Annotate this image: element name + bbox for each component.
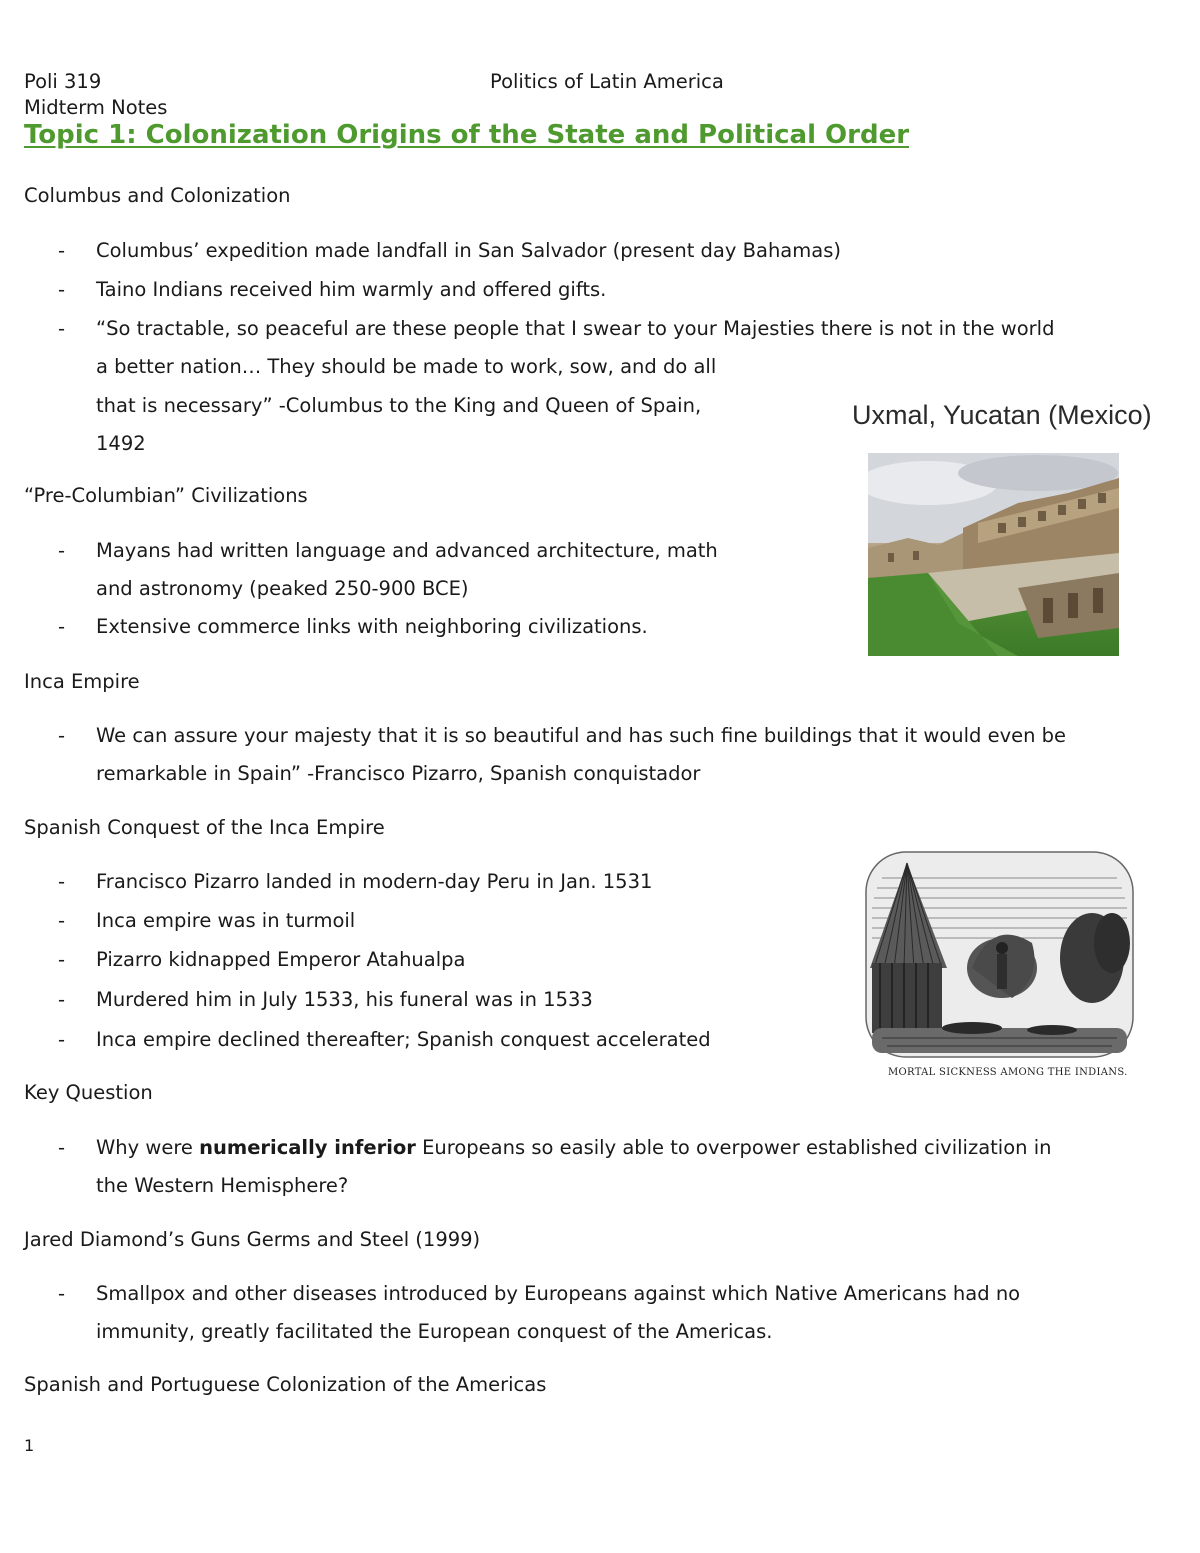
bullet-text-cont: immunity, greatly facilitated the European conquest of the Americas.	[96, 1320, 773, 1343]
bullet-dash: -	[58, 870, 66, 893]
bullet-dash: -	[58, 317, 66, 340]
bullet-dash: -	[58, 724, 66, 747]
bullet-text-cont: the Western Hemisphere?	[96, 1174, 349, 1197]
bullet-text: Francisco Pizarro landed in modern-day Peru in Jan. 1531	[96, 870, 653, 893]
bullet-text-cont: and astronomy (peaked 250-900 BCE)	[96, 577, 469, 600]
bullet-text: Smallpox and other diseases introduced by Europeans against which Native Americans had no	[96, 1282, 1021, 1305]
bullet-text: Pizarro kidnapped Emperor Atahualpa	[96, 948, 466, 971]
bullet-dash: -	[58, 239, 66, 262]
bullet-dash: -	[58, 278, 66, 301]
bullet-dash: -	[58, 909, 66, 932]
section-heading-pre-columbian: “Pre-Columbian” Civilizations	[24, 484, 308, 507]
bullet-text: Inca empire was in turmoil	[96, 909, 356, 932]
course-code: Poli 319	[24, 70, 102, 93]
bullet-text-cont: that is necessary” -Columbus to the King and Queen of Spain,	[96, 394, 702, 417]
section-heading-key-question: Key Question	[24, 1081, 153, 1104]
section-heading-columbus: Columbus and Colonization	[24, 184, 291, 207]
topic-title: Topic 1: Colonization Origins of the State and Political Order	[24, 120, 910, 150]
bullet-text: We can assure your majesty that it is so beautiful and has such fine buildings that it would even be	[96, 724, 1067, 747]
page-number: 1	[24, 1436, 35, 1455]
bold-phrase: numerically inferior	[199, 1136, 416, 1159]
bullet-dash: -	[58, 988, 66, 1011]
section-heading-conquest: Spanish Conquest of the Inca Empire	[24, 816, 385, 839]
bullet-dash: -	[58, 539, 66, 562]
bullet-text: Mayans had written language and advanced architecture, math	[96, 539, 718, 562]
bullet-text-part: Why were	[96, 1136, 200, 1159]
bullet-text: Columbus’ expedition made landfall in San Salvador (present day Bahamas)	[96, 239, 841, 262]
uxmal-photo	[868, 453, 1119, 656]
section-heading-inca: Inca Empire	[24, 670, 140, 693]
bullet-text: Inca empire declined thereafter; Spanish conquest accelerated	[96, 1028, 711, 1051]
engraving-caption: MORTAL SICKNESS AMONG THE INDIANS.	[888, 1067, 1128, 1078]
bullet-text-cont: remarkable in Spain” -Francisco Pizarro, Spanish conquistador	[96, 762, 701, 785]
course-title: Politics of Latin America	[490, 70, 724, 93]
bullet-dash: -	[58, 1028, 66, 1051]
bullet-text: Extensive commerce links with neighboring civilizations.	[96, 615, 648, 638]
doc-label: Midterm Notes	[24, 96, 168, 119]
section-heading-diamond: Jared Diamond’s Guns Germs and Steel (1999)	[24, 1228, 481, 1251]
uxmal-caption: Uxmal, Yucatan (Mexico)	[852, 400, 1152, 430]
bullet-dash: -	[58, 948, 66, 971]
bullet-text: Murdered him in July 1533, his funeral was in 1533	[96, 988, 593, 1011]
section-heading-colonization: Spanish and Portuguese Colonization of the Americas	[24, 1373, 547, 1396]
bullet-text-part: Europeans so easily able to overpower established civilization in	[415, 1136, 1052, 1159]
bullet-dash: -	[58, 1136, 66, 1159]
bullet-dash: -	[58, 1282, 66, 1305]
bullet-text: Taino Indians received him warmly and offered gifts.	[96, 278, 607, 301]
engraving-illustration	[862, 848, 1137, 1063]
bullet-text	[96, 1136, 1051, 1160]
bullet-text: “So tractable, so peaceful are these people that I swear to your Majesties there is not in the world	[96, 317, 1055, 340]
bullet-text-cont: a better nation… They should be made to work, sow, and do all	[96, 355, 717, 378]
bullet-text-cont: 1492	[96, 432, 146, 455]
bullet-dash: -	[58, 615, 66, 638]
